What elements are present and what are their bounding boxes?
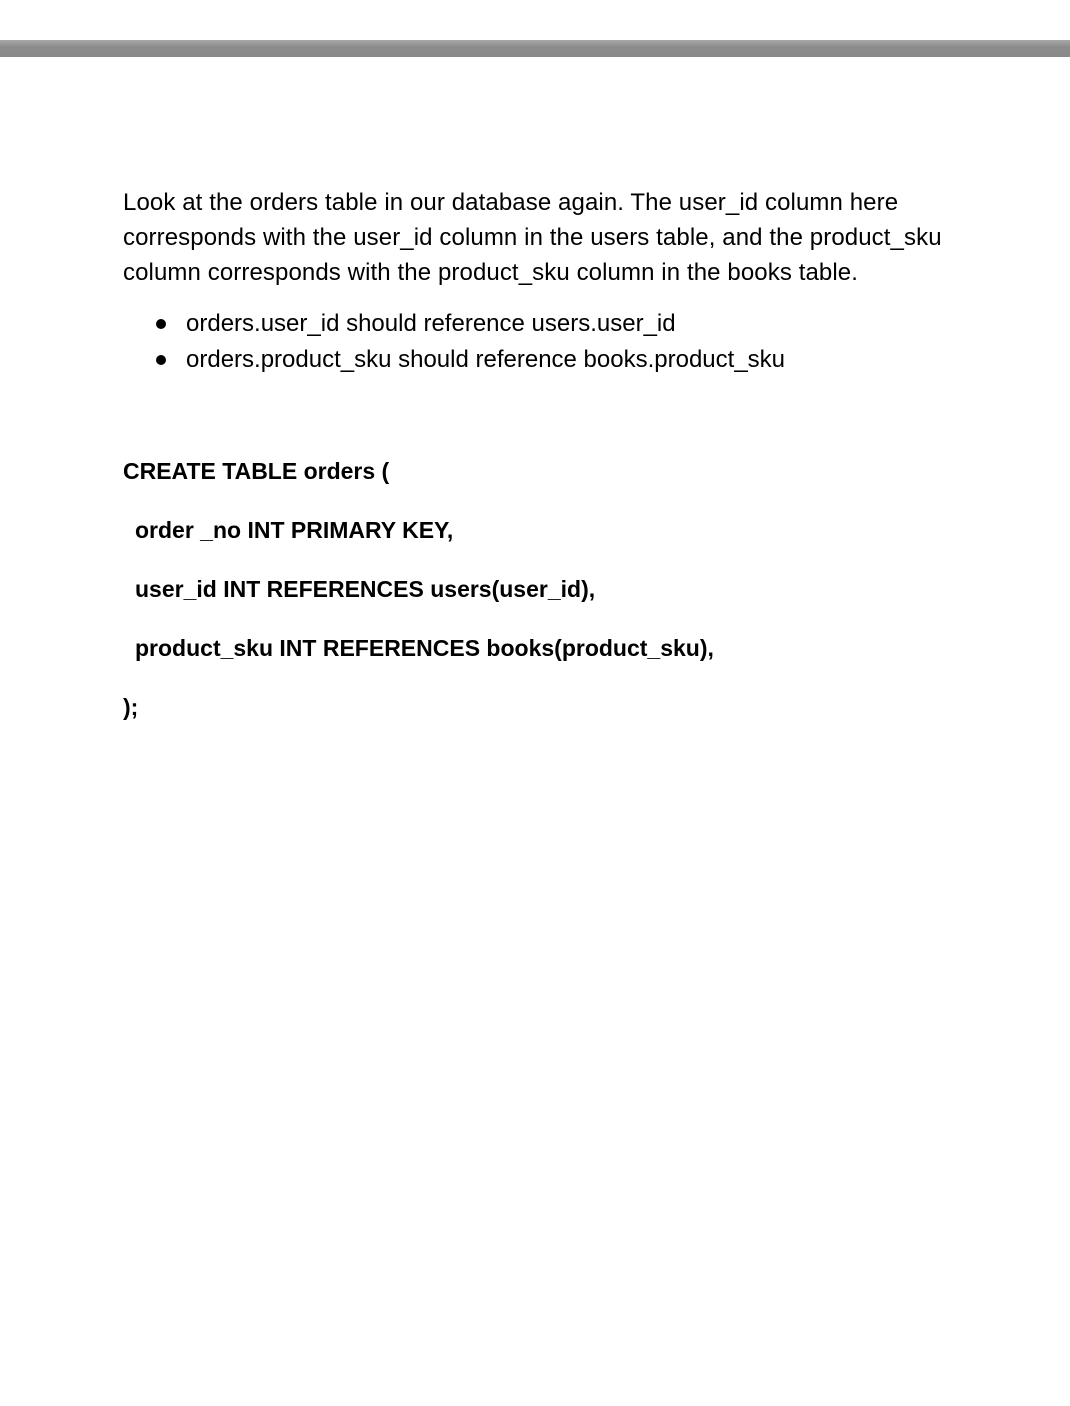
bullet-list bbox=[123, 306, 963, 378]
bullet-icon bbox=[156, 319, 166, 329]
list-item bbox=[123, 306, 963, 342]
bullet-icon bbox=[156, 355, 166, 365]
list-item-text: orders.user_id should reference users.user_id bbox=[186, 310, 676, 337]
top-toolbar-bar bbox=[0, 40, 1070, 57]
sql-line: order _no INT PRIMARY KEY, bbox=[135, 517, 454, 543]
sql-line: user_id INT REFERENCES users(user_id), bbox=[135, 576, 596, 602]
document-body bbox=[123, 185, 963, 751]
sql-line: CREATE TABLE orders ( bbox=[123, 458, 390, 484]
sql-code-block bbox=[123, 456, 963, 751]
sql-line: product_sku INT REFERENCES books(product_sku), bbox=[135, 635, 714, 661]
intro-paragraph: Look at the orders table in our database again. The user_id column here corresponds with the user_id column in the users table, and the product_sku column corresponds with the product_sku column in the books table. bbox=[123, 189, 942, 286]
list-item bbox=[123, 342, 963, 378]
sql-line: ); bbox=[123, 694, 139, 720]
list-item-text: orders.product_sku should reference books.product_sku bbox=[186, 346, 786, 373]
